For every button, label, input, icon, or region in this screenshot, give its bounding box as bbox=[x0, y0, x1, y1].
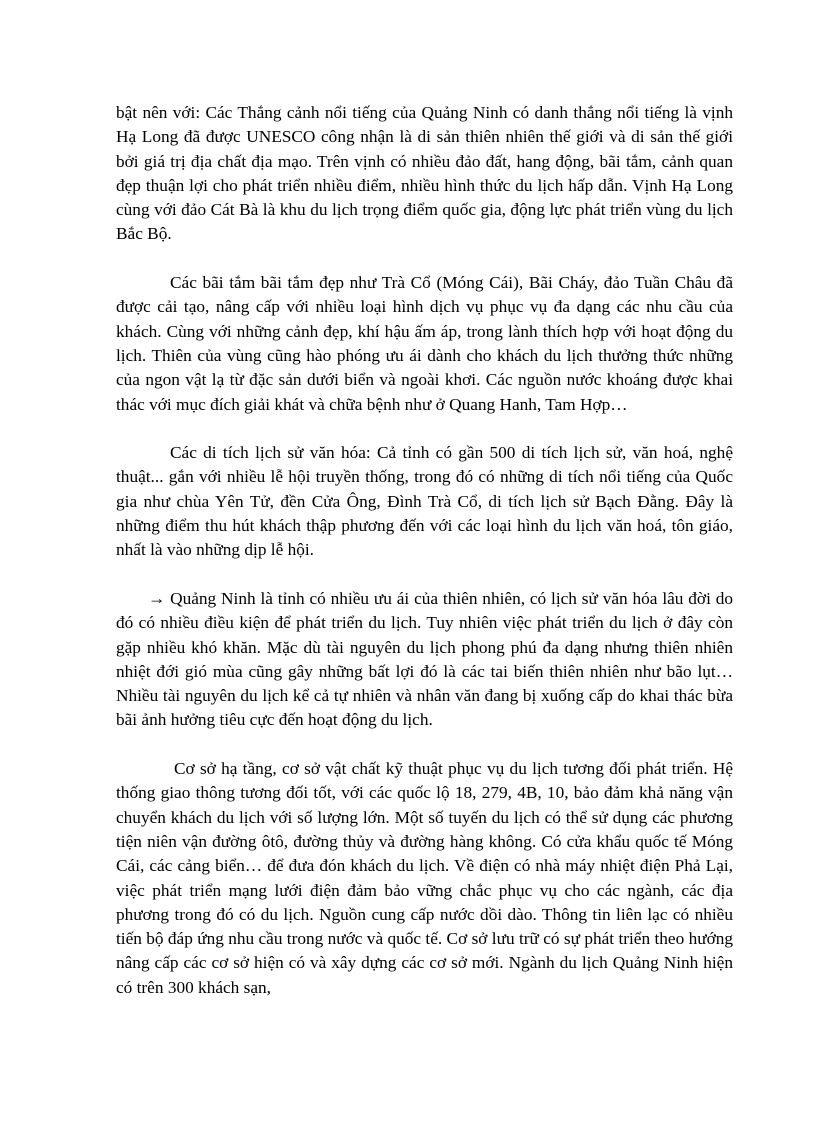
paragraph-historical-sites: Các di tích lịch sử văn hóa: Cả tỉnh có gần 500 di tích lịch sử, văn hoá, nghệ thuật... gắn với nhiều lễ hội truyền thống, trong đó có những di tích nổi tiếng của Quốc gia như chùa Yên Tử, đền Cửa Ông, Đình Trà Cổ, di tích lịch sử Bạch Đằng. Đây là những điểm thu hút khách thập phương đến với các loại hình du lịch văn hoá, tôn giáo, nhất là vào những dịp lễ hội. bbox=[116, 443, 733, 560]
paragraph-beaches: Các bãi tắm bãi tắm đẹp như Trà Cổ (Móng Cái), Bãi Cháy, đảo Tuần Châu đã được cải tạo, nâng cấp với nhiều loại hình dịch vụ phục vụ đa dạng các nhu cầu của khách. Cùng với những cảnh đẹp, khí hậu ấm áp, trong lành thích hợp với hoạt động du lịch. Thiên của vùng cũng hào phóng ưu ái dành cho khách du lịch thưởng thức những của ngon vật lạ từ đặc sản dưới biển và ngoài khơi. Các nguồn nước khoáng được khai thác với mục đích giải khát và chữa bệnh như ở Quang Hanh, Tam Hợp… bbox=[116, 273, 733, 414]
paragraph-infrastructure: Cơ sở hạ tầng, cơ sở vật chất kỹ thuật phục vụ du lịch tương đối phát triển. Hệ thống giao thông tương đối tốt, với các quốc lộ 18, 279, 4B, 10, bảo đảm khả năng vận chuyển khách du lịch với số lượng lớn. Một số tuyến du lịch có thể sử dụng các phương tiện niên vận đường ôtô, đường thủy và đường hàng không. Có cửa khẩu quốc tế Móng Cái, các cảng biển… để đưa đón khách du lịch. Về điện có nhà máy nhiệt điện Phả Lại, việc phát triển mạng lưới điện đảm bảo vững chắc phục vụ cho các ngành, các địa phương trong đó có du lịch. Nguồn cung cấp nước dồi dào. Thông tin liên lạc có nhiều tiến bộ đáp ứng nhu cầu trong nước và quốc tế. Cơ sở lưu trữ có sự phát triển theo hướng nâng cấp các cơ sở hiện có và xây dựng các cơ sở mới. Ngành du lịch Quảng Ninh hiện có trên 300 khách sạn, bbox=[116, 759, 733, 997]
paragraph-scenic-spots: bật nên với: Các Thắng cảnh nổi tiếng của Quảng Ninh có danh thắng nổi tiếng là vịnh Hạ Long đã được UNESCO công nhận là di sản thiên nhiên thế giới và di sản thế giới bởi giá trị địa chất địa mạo. Trên vịnh có nhiều đảo đất, hang động, bãi tắm, cảnh quan đẹp thuận lợi cho phát triển nhiều điểm, nhiều hình thức du lịch hấp dẫn. Vịnh Hạ Long cùng với đảo Cát Bà là khu du lịch trọng điểm quốc gia, động lực phát triển vùng du lịch Bắc Bộ. bbox=[116, 103, 733, 244]
document-body bbox=[116, 101, 733, 1024]
paragraph-conclusion: → Quảng Ninh là tỉnh có nhiều ưu ái của thiên nhiên, có lịch sử văn hóa lâu đời do đó có nhiều điều kiện để phát triển du lịch. Tuy nhiên việc phát triển du lịch ở đây còn gặp nhiều khó khăn. Mặc dù tài nguyên du lịch phong phú đa dạng nhưng thiên nhiên nhiệt đới gió mùa cũng gây những bất lợi đó là các tai biến thiên nhiên như bão lụt… Nhiều tài nguyên du lịch kể cả tự nhiên và nhân văn đang bị xuống cấp do khai thác bừa bãi ảnh hưởng tiêu cực đến hoạt động du lịch. bbox=[116, 588, 733, 730]
